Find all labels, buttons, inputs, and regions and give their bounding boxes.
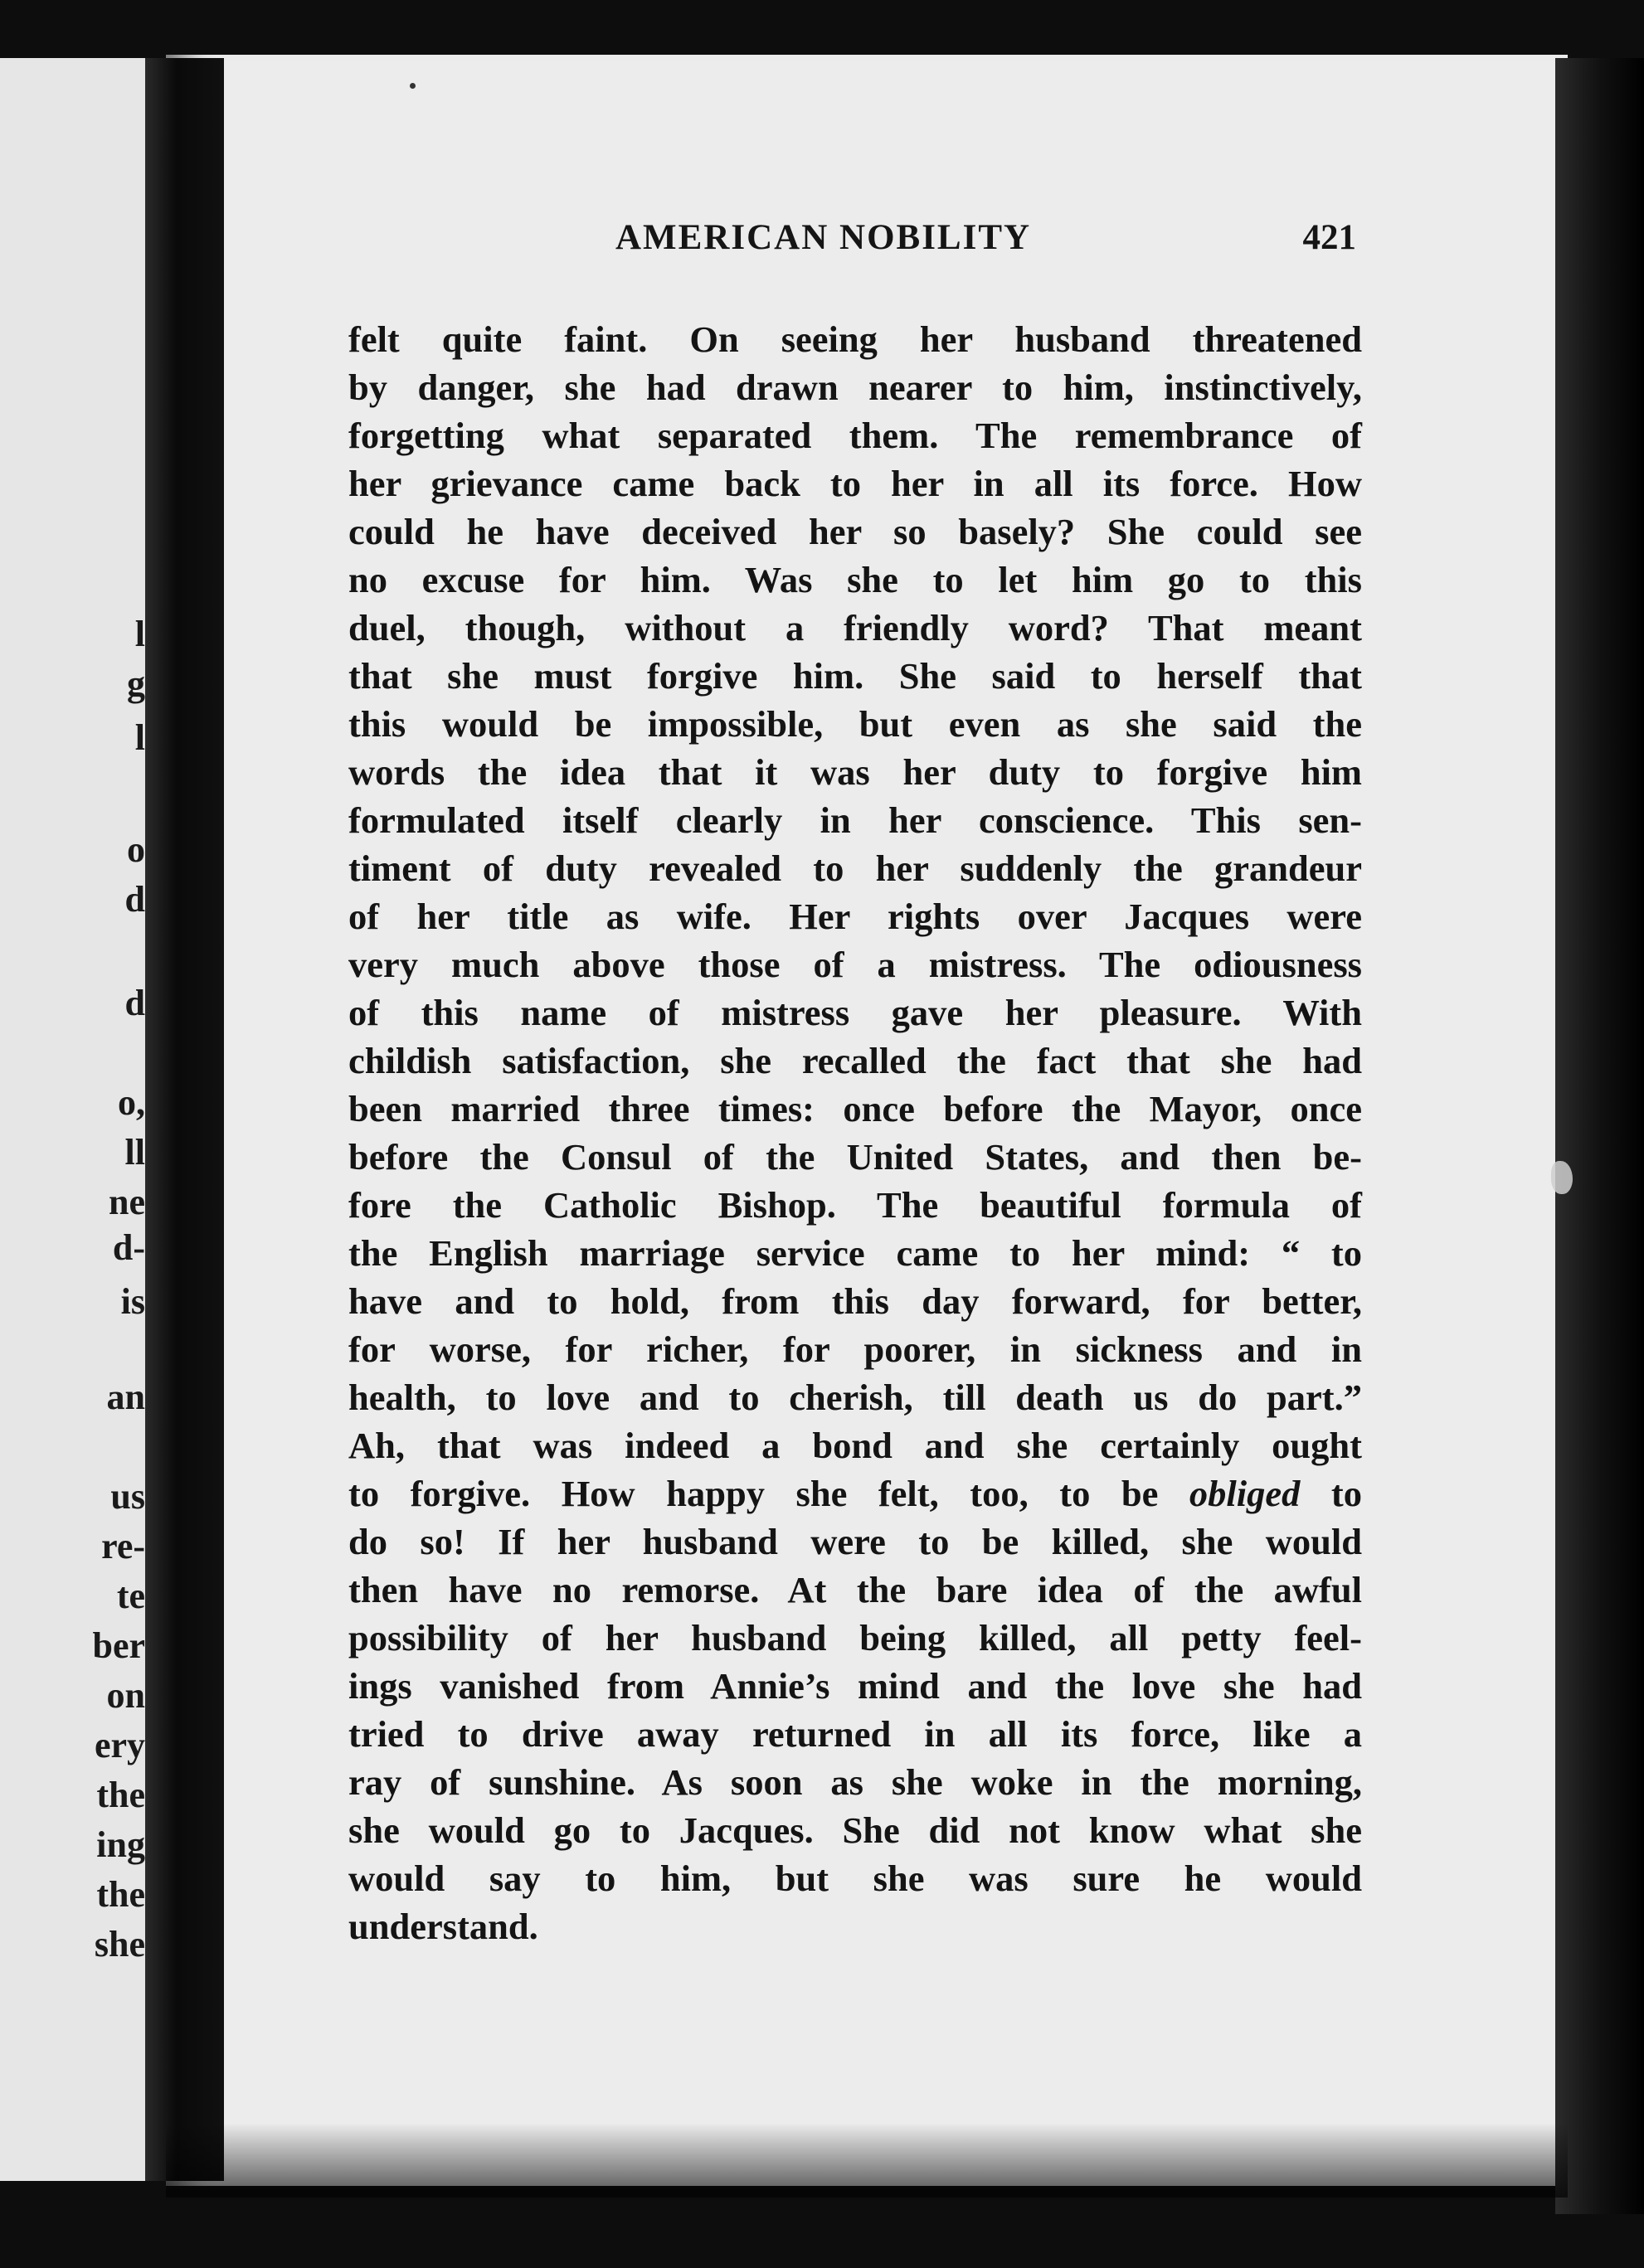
text-line-segment: to — [1300, 1473, 1362, 1514]
text-line: ings vanished from Annie’s mind and the love she had — [348, 1665, 1362, 1707]
text-line: of her title as wife. Her rights over Jacques were — [348, 896, 1362, 937]
text-line: have and to hold, from this day forward, for better, — [348, 1280, 1362, 1322]
text-line — [348, 1469, 1362, 1518]
left-page-fragment: l — [134, 717, 145, 758]
page-gutter — [145, 58, 224, 2181]
left-page-fragment: is — [120, 1281, 145, 1322]
text-line: childish satisfaction, she recalled the fact that she had — [348, 1040, 1362, 1081]
left-page-fragment: ne — [109, 1182, 145, 1222]
left-page-fragment: g — [127, 663, 145, 704]
text-line: possibility of her husband being killed, all petty feel- — [348, 1617, 1362, 1659]
left-page-fragment: the — [96, 1874, 145, 1915]
text-line: do so! If her husband were to be killed, she would — [348, 1521, 1362, 1562]
text-line: Ah, that was indeed a bond and she certainly ought — [348, 1425, 1362, 1466]
text-line: ray of sunshine. As soon as she woke in the morning, — [348, 1761, 1362, 1803]
text-line: felt quite faint. On seeing her husband threatened — [348, 318, 1362, 360]
left-page-fragment: us — [110, 1476, 145, 1517]
text-line: no excuse for him. Was she to let him go to this — [348, 559, 1362, 600]
text-line-segment: to forgive. How happy she felt, too, to be — [348, 1473, 1189, 1514]
text-line: by danger, she had drawn nearer to him, instinctively, — [348, 367, 1362, 408]
text-line: understand. — [348, 1906, 538, 1947]
running-header — [348, 217, 1356, 275]
text-line: tried to drive away returned in all its force, like a — [348, 1713, 1362, 1755]
text-line: that she must forgive him. She said to herself that — [348, 655, 1362, 697]
text-line: fore the Catholic Bishop. The beautiful formula of — [348, 1184, 1362, 1226]
left-page-fragment: d — [124, 879, 145, 920]
running-title: AMERICAN NOBILITY — [615, 218, 1032, 257]
left-page-fragment: an — [106, 1377, 145, 1417]
left-page-fragment: l — [134, 614, 145, 654]
text-line: would say to him, but she was sure he would — [348, 1858, 1362, 1899]
italic-word: obliged — [1189, 1473, 1301, 1514]
text-line: formulated itself clearly in her conscience. This sen- — [348, 799, 1362, 841]
page-bottom-shadow — [166, 2123, 1568, 2198]
left-page-fragment: d — [124, 983, 145, 1023]
left-page-fragment: ll — [124, 1132, 145, 1173]
left-page-fragment: re- — [101, 1526, 145, 1566]
text-line: then have no remorse. At the bare idea of the awful — [348, 1569, 1362, 1610]
text-line: duel, though, without a friendly word? That meant — [348, 607, 1362, 648]
text-line: words the idea that it was her duty to forgive him — [348, 751, 1362, 793]
left-page-fragment: ber — [92, 1625, 145, 1666]
text-line: timent of duty revealed to her suddenly the grandeur — [348, 847, 1362, 889]
page-number: 421 — [1302, 218, 1356, 257]
ink-speck — [410, 83, 416, 89]
left-page-fragment: o — [127, 829, 145, 870]
left-page-fragment: ing — [96, 1824, 145, 1865]
left-page-fragment: on — [106, 1675, 145, 1716]
text-line: very much above those of a mistress. The odiousness — [348, 944, 1362, 985]
text-line: she would go to Jacques. She did not know what she — [348, 1809, 1362, 1851]
text-line: health, to love and to cherish, till death us do part.” — [348, 1377, 1362, 1418]
left-page-fragment: o, — [118, 1082, 145, 1123]
left-page-fragment: ery — [94, 1725, 145, 1765]
left-page-fragment: the — [96, 1775, 145, 1815]
left-page-fragment: te — [116, 1576, 145, 1616]
text-line: the English marriage service came to her mind: “ to — [348, 1232, 1362, 1274]
text-line: for worse, for richer, for poorer, in sickness and in — [348, 1328, 1362, 1370]
text-line: could he have deceived her so basely? She could see — [348, 511, 1362, 552]
paper-blemish — [1551, 1161, 1573, 1194]
left-page-edge — [0, 58, 145, 2181]
left-page-fragment: she — [94, 1924, 145, 1964]
left-page-fragment: d- — [112, 1227, 145, 1268]
right-page-edge — [1555, 58, 1644, 2214]
text-line: her grievance came back to her in all its force. How — [348, 463, 1362, 504]
text-line: been married three times: once before the Mayor, once — [348, 1088, 1362, 1129]
text-line: of this name of mistress gave her pleasure. With — [348, 992, 1362, 1033]
text-line: before the Consul of the United States, and then be- — [348, 1136, 1362, 1178]
text-line: this would be impossible, but even as she said the — [348, 703, 1362, 745]
text-line: forgetting what separated them. The remembrance of — [348, 415, 1362, 456]
body-text — [348, 315, 1362, 1950]
